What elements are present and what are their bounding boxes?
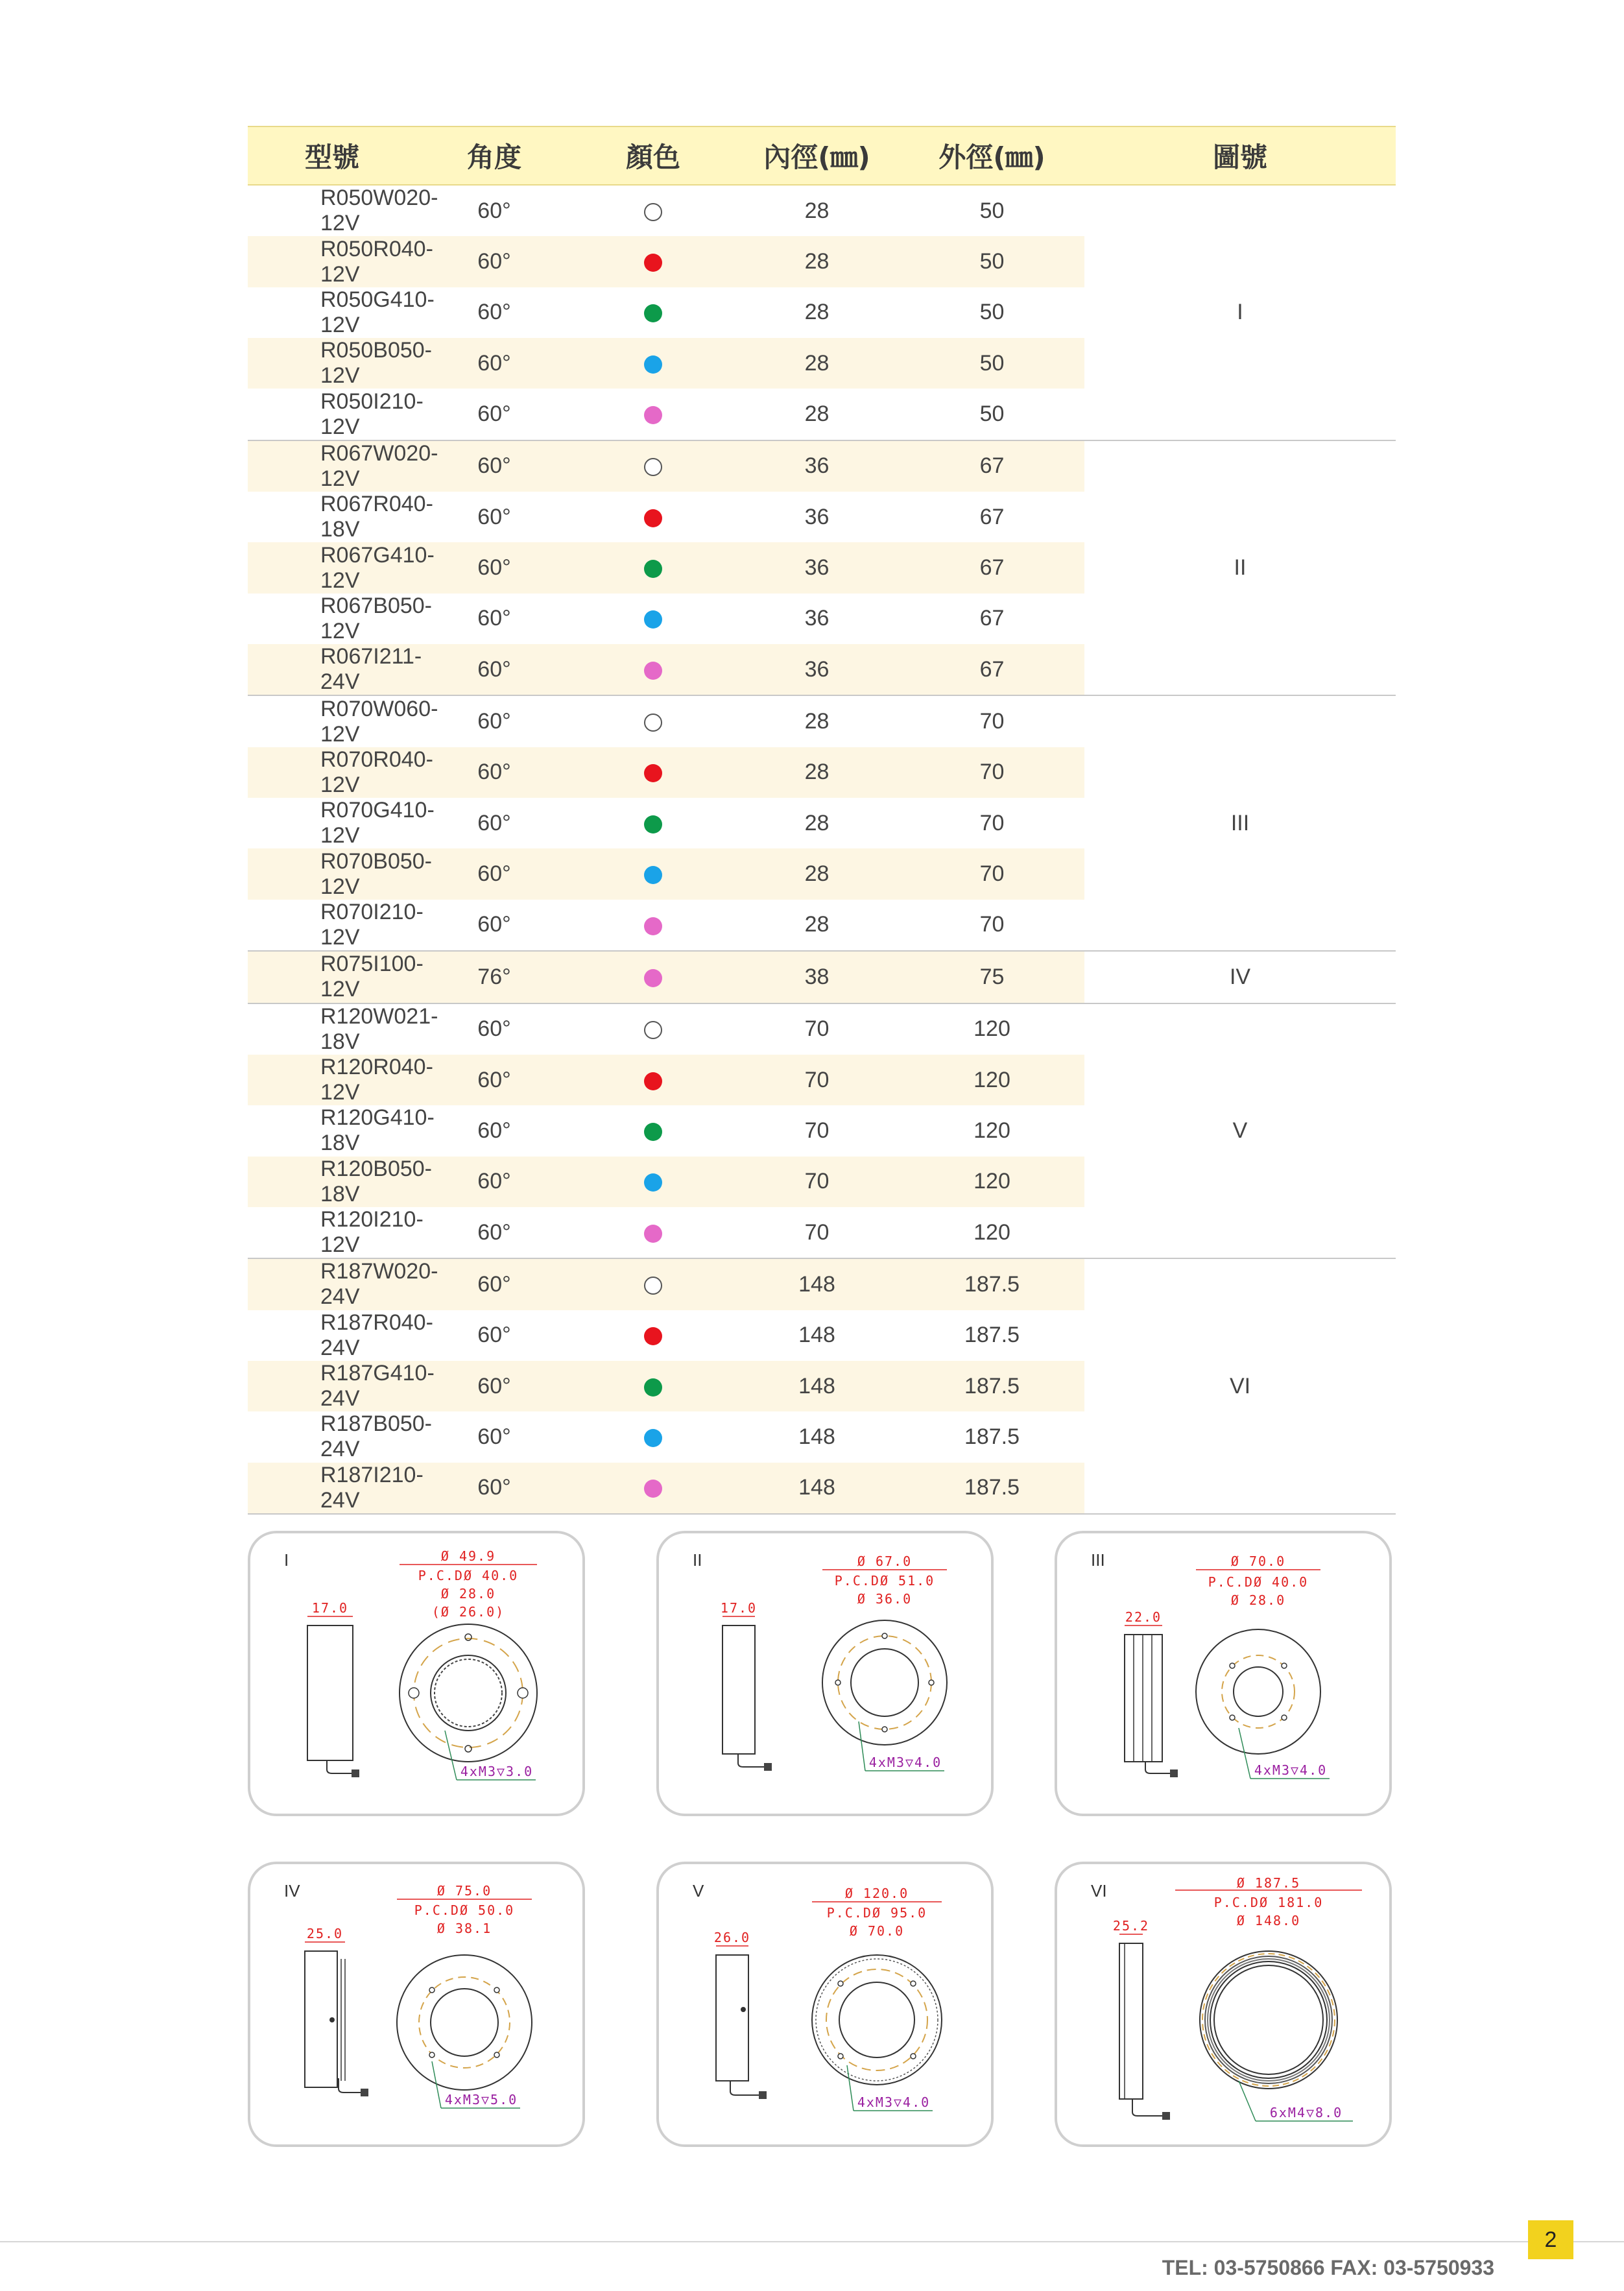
- cell-inner-diameter: 28: [734, 338, 900, 389]
- cell-color: [572, 338, 734, 389]
- cell-color: [572, 900, 734, 951]
- drawing-card-iii: [1055, 1531, 1392, 1816]
- cell-color: [572, 695, 734, 747]
- color-dot-blue: [644, 610, 662, 629]
- drawing-v-svg: [659, 1864, 996, 2150]
- color-dot-green: [644, 1378, 662, 1397]
- cell-outer-diameter: 50: [979, 300, 1005, 325]
- cell-angle: 60°: [416, 1463, 572, 1514]
- cell-color: [572, 1411, 734, 1462]
- cell-color: [572, 389, 734, 440]
- color-dot-green: [644, 1123, 662, 1141]
- cell-model: R120R040-12V: [248, 1055, 416, 1105]
- color-dot-blue: [644, 1429, 662, 1447]
- cell-inner-diameter: 28: [804, 709, 830, 734]
- cell-inner-diameter: 28: [734, 389, 900, 440]
- cell-model: R067B050-12V: [320, 593, 433, 643]
- cell-angle: 60°: [416, 1361, 572, 1411]
- color-dot-red: [644, 1327, 662, 1345]
- table-header-row: [248, 126, 1396, 185]
- cell-inner-diameter: 36: [734, 542, 900, 593]
- cell-figure: VI: [1084, 1258, 1396, 1514]
- dim-screws: 6xM4▽8.0: [1269, 2105, 1343, 2120]
- cell-inner-diameter: 36: [734, 440, 900, 492]
- cell-figure: II: [1084, 440, 1396, 696]
- color-dot-blue: [644, 866, 662, 884]
- dim-inner: Ø 148.0: [1236, 1913, 1301, 1928]
- cell-inner-diameter: 28: [804, 300, 830, 325]
- dim-screws: 4xM3▽5.0: [444, 2092, 518, 2107]
- cell-color: [572, 185, 734, 236]
- color-dot-pink: [644, 917, 662, 935]
- cell-outer-diameter: 67: [900, 542, 1084, 593]
- drawing-iv-svg: [250, 1864, 588, 2150]
- table-row: [248, 1258, 1396, 1310]
- dim-thickness: 22.0: [1125, 1609, 1162, 1625]
- cell-color: [572, 1310, 734, 1361]
- cell-angle: 60°: [416, 747, 572, 798]
- drawing-label: IV: [284, 1881, 300, 1901]
- dim-screws: 4xM3▽4.0: [1254, 1762, 1328, 1778]
- color-dot-white: [644, 1277, 662, 1295]
- cell-model: R187R040-24V: [320, 1310, 433, 1360]
- dim-pcd: P.C.DØ 181.0: [1213, 1895, 1324, 1910]
- cell-inner-diameter: 70: [804, 1118, 830, 1143]
- cell-inner-diameter: 36: [804, 606, 830, 631]
- drawing-card-i: [248, 1531, 585, 1816]
- cell-color: [572, 1207, 734, 1258]
- cell-outer-diameter: 120: [900, 1207, 1084, 1258]
- cell-model: R075I100-12V: [248, 951, 416, 1003]
- cell-inner-diameter: 36: [804, 504, 830, 529]
- cell-angle: 60°: [477, 198, 511, 223]
- cell-angle: 60°: [416, 848, 572, 899]
- cell-angle: 60°: [477, 300, 511, 325]
- color-dot-pink: [644, 1480, 662, 1498]
- dim-thickness: 26.0: [713, 1930, 751, 1945]
- header-outer-diameter: 外徑(㎜): [900, 126, 1084, 185]
- color-dot-blue: [644, 1173, 662, 1192]
- cell-color: [572, 798, 734, 848]
- color-dot-pink: [644, 662, 662, 680]
- cell-angle: 60°: [477, 504, 511, 529]
- cell-model: R070R040-12V: [248, 747, 416, 798]
- color-dot-red: [644, 1072, 662, 1090]
- color-dot-white: [644, 1021, 662, 1039]
- cell-outer-diameter: 187.5: [900, 1258, 1084, 1310]
- cell-model: R070W060-12V: [320, 696, 438, 747]
- header-color: 顏色: [572, 126, 734, 185]
- spec-table: [248, 126, 1396, 1515]
- dim-screws: 4xM3▽3.0: [460, 1764, 534, 1779]
- dim-outer: Ø 120.0: [844, 1886, 909, 1901]
- drawing-label: VI: [1091, 1881, 1107, 1901]
- cell-angle: 60°: [477, 1323, 511, 1348]
- cell-color: [572, 644, 734, 695]
- cell-color: [572, 747, 734, 798]
- cell-outer-diameter: 120: [900, 1055, 1084, 1105]
- cell-outer-diameter: 70: [900, 848, 1084, 899]
- color-dot-pink: [644, 1225, 662, 1243]
- cell-inner-diameter: 148: [734, 1361, 900, 1411]
- cell-outer-diameter: 120: [900, 1157, 1084, 1207]
- dim-pcd: P.C.DØ 40.0: [1208, 1574, 1309, 1590]
- cell-outer-diameter: 50: [900, 389, 1084, 440]
- header-figure: 圖號: [1084, 126, 1396, 185]
- cell-angle: 60°: [416, 542, 572, 593]
- color-dot-white: [644, 714, 662, 732]
- cell-figure: IV: [1084, 951, 1396, 1003]
- drawing-card-vi: [1055, 1862, 1392, 2147]
- cell-model: R050G410-12V: [320, 287, 435, 337]
- cell-model: R050R040-12V: [248, 236, 416, 287]
- dim-thickness: 17.0: [720, 1600, 758, 1616]
- dim-outer: Ø 187.5: [1236, 1875, 1301, 1891]
- cell-model: R120G410-18V: [320, 1105, 435, 1156]
- cell-angle: 60°: [477, 1016, 511, 1042]
- cell-model: R067W020-12V: [248, 440, 416, 492]
- drawing-card-ii: [656, 1531, 994, 1816]
- cell-color: [572, 1003, 734, 1055]
- cell-color: [572, 542, 734, 593]
- table-body: [248, 185, 1396, 1514]
- color-dot-red: [644, 254, 662, 272]
- footer-divider: [0, 2241, 1624, 2242]
- cell-color: [572, 848, 734, 899]
- cell-inner-diameter: 70: [734, 1157, 900, 1207]
- cell-model: R187B050-24V: [320, 1411, 433, 1462]
- table-row: [248, 440, 1396, 492]
- cell-model: R067R040-18V: [320, 492, 433, 542]
- cell-angle: 60°: [416, 389, 572, 440]
- cell-outer-diameter: 50: [900, 236, 1084, 287]
- cell-outer-diameter: 187.5: [964, 1424, 1020, 1449]
- cell-inner-diameter: 38: [734, 951, 900, 1003]
- cell-color: [572, 1463, 734, 1514]
- color-dot-green: [644, 560, 662, 578]
- cell-inner-diameter: 36: [734, 644, 900, 695]
- cell-angle: 60°: [416, 440, 572, 492]
- dim-inner: Ø 28.0: [1230, 1592, 1286, 1608]
- cell-angle: 60°: [416, 644, 572, 695]
- dim-outer: Ø 49.9: [440, 1548, 496, 1564]
- cell-outer-diameter: 187.5: [900, 1361, 1084, 1411]
- cell-angle: 60°: [416, 236, 572, 287]
- cell-outer-diameter: 70: [900, 747, 1084, 798]
- cell-model: R050W020-12V: [320, 186, 438, 236]
- color-dot-white: [644, 203, 662, 221]
- cell-angle: 60°: [416, 1157, 572, 1207]
- cell-inner-diameter: 148: [734, 1463, 900, 1514]
- color-dot-pink: [644, 969, 662, 987]
- cell-outer-diameter: 70: [979, 709, 1005, 734]
- cell-inner-diameter: 28: [734, 747, 900, 798]
- cell-outer-diameter: 187.5: [900, 1463, 1084, 1514]
- cell-figure: I: [1084, 185, 1396, 440]
- cell-model: R187G410-24V: [248, 1361, 416, 1411]
- cell-angle: 60°: [416, 1207, 572, 1258]
- drawing-label: III: [1091, 1550, 1105, 1570]
- cell-color: [572, 492, 734, 542]
- cell-outer-diameter: 187.5: [964, 1323, 1020, 1348]
- cell-outer-diameter: 70: [979, 810, 1005, 835]
- dim-pcd: P.C.DØ 40.0: [418, 1568, 519, 1583]
- cell-angle: 60°: [416, 1258, 572, 1310]
- color-dot-pink: [644, 406, 662, 424]
- cell-inner-diameter: 70: [734, 1055, 900, 1105]
- cell-outer-diameter: 120: [973, 1016, 1010, 1042]
- drawing-label: I: [284, 1550, 289, 1570]
- cell-angle: 60°: [477, 606, 511, 631]
- cell-color: [572, 1157, 734, 1207]
- dim-pcd: P.C.DØ 95.0: [826, 1905, 927, 1921]
- cell-color: [572, 594, 734, 644]
- cell-outer-diameter: 70: [900, 900, 1084, 951]
- cell-model: R050B050-12V: [248, 338, 416, 389]
- cell-inner-diameter: 148: [798, 1323, 835, 1348]
- cell-angle: 76°: [416, 951, 572, 1003]
- color-dot-red: [644, 509, 662, 527]
- dim-inner: Ø 38.1: [436, 1921, 492, 1936]
- cell-angle: 60°: [477, 810, 511, 835]
- cell-model: R067G410-12V: [248, 542, 416, 593]
- cell-color: [572, 951, 734, 1003]
- drawing-iii-svg: [1057, 1533, 1394, 1819]
- cell-color: [572, 1105, 734, 1156]
- dim-inner: Ø 28.0: [440, 1586, 496, 1601]
- dim-inner: Ø 36.0: [857, 1591, 913, 1607]
- drawing-i-svg: [250, 1533, 588, 1819]
- cell-angle: 60°: [416, 338, 572, 389]
- cell-angle: 60°: [477, 1424, 511, 1449]
- page-number: 2: [1528, 2220, 1573, 2259]
- cell-model: R120W021-18V: [320, 1003, 438, 1054]
- header-angle: 角度: [416, 126, 572, 185]
- cell-inner-diameter: 70: [804, 1016, 830, 1042]
- cell-inner-diameter: 28: [734, 848, 900, 899]
- cell-model: R050I210-12V: [248, 389, 416, 440]
- cell-model: R120B050-18V: [248, 1157, 416, 1207]
- cell-outer-diameter: 50: [979, 198, 1005, 223]
- cell-outer-diameter: 67: [979, 606, 1005, 631]
- dim-thickness: 25.0: [306, 1926, 344, 1941]
- table-row: [248, 951, 1396, 1003]
- cell-model: R187W020-24V: [248, 1258, 416, 1310]
- dim-thickness: 25.2: [1112, 1918, 1150, 1934]
- cell-inner-diameter: 28: [734, 236, 900, 287]
- cell-inner-diameter: 148: [734, 1258, 900, 1310]
- cell-inner-diameter: 148: [798, 1424, 835, 1449]
- header-inner-diameter: 內徑(㎜): [734, 126, 900, 185]
- color-dot-green: [644, 304, 662, 322]
- color-dot-green: [644, 815, 662, 834]
- header-model: 型號: [248, 126, 416, 185]
- dim-screws: 4xM3▽4.0: [857, 2094, 931, 2110]
- cell-inner-diameter: 70: [734, 1207, 900, 1258]
- cell-angle: 60°: [477, 1118, 511, 1143]
- table-row: [248, 695, 1396, 747]
- cell-angle: 60°: [477, 709, 511, 734]
- dim-pcd: P.C.DØ 50.0: [414, 1902, 515, 1918]
- dim-outer: Ø 75.0: [436, 1883, 492, 1899]
- cell-color: [572, 287, 734, 338]
- dim-pcd: P.C.DØ 51.0: [834, 1573, 935, 1589]
- cell-inner-diameter: 28: [804, 810, 830, 835]
- cell-inner-diameter: 28: [734, 900, 900, 951]
- dim-screws: 4xM3▽4.0: [868, 1755, 942, 1770]
- drawing-label: V: [693, 1881, 704, 1901]
- cell-color: [572, 1258, 734, 1310]
- cell-inner-diameter: 28: [804, 198, 830, 223]
- cell-color: [572, 1055, 734, 1105]
- cell-model: R070I210-12V: [248, 900, 416, 951]
- dim-inner: Ø 70.0: [849, 1923, 905, 1939]
- color-dot-red: [644, 764, 662, 782]
- drawing-label: II: [693, 1550, 702, 1570]
- cell-model: R120I210-12V: [248, 1207, 416, 1258]
- dim-extra: (Ø 26.0): [431, 1604, 505, 1620]
- cell-color: [572, 236, 734, 287]
- cell-model: R067I211-24V: [248, 644, 416, 695]
- table-row: [248, 1003, 1396, 1055]
- cell-outer-diameter: 67: [900, 644, 1084, 695]
- cell-model: R070B050-12V: [248, 848, 416, 899]
- drawing-card-iv: [248, 1862, 585, 2147]
- dim-outer: Ø 67.0: [857, 1553, 913, 1569]
- dim-outer: Ø 70.0: [1230, 1553, 1286, 1569]
- cell-outer-diameter: 50: [900, 338, 1084, 389]
- cell-outer-diameter: 120: [973, 1118, 1010, 1143]
- cell-outer-diameter: 67: [900, 440, 1084, 492]
- cell-angle: 60°: [416, 1055, 572, 1105]
- cell-figure: III: [1084, 695, 1396, 951]
- cell-model: R070G410-12V: [320, 798, 435, 848]
- dim-thickness: 17.0: [311, 1600, 349, 1616]
- color-dot-white: [644, 458, 662, 476]
- cell-outer-diameter: 67: [979, 504, 1005, 529]
- cell-angle: 60°: [416, 900, 572, 951]
- color-dot-blue: [644, 355, 662, 374]
- table-row: [248, 185, 1396, 236]
- cell-color: [572, 440, 734, 492]
- cell-model: R187I210-24V: [248, 1463, 416, 1514]
- drawing-vi-svg: [1057, 1864, 1394, 2150]
- drawing-card-v: [656, 1862, 994, 2147]
- drawing-ii-svg: [659, 1533, 996, 1819]
- cell-figure: V: [1084, 1003, 1396, 1259]
- contact-info: TEL: 03-5750866 FAX: 03-5750933: [1162, 2256, 1494, 2279]
- cell-color: [572, 1361, 734, 1411]
- cell-outer-diameter: 75: [900, 951, 1084, 1003]
